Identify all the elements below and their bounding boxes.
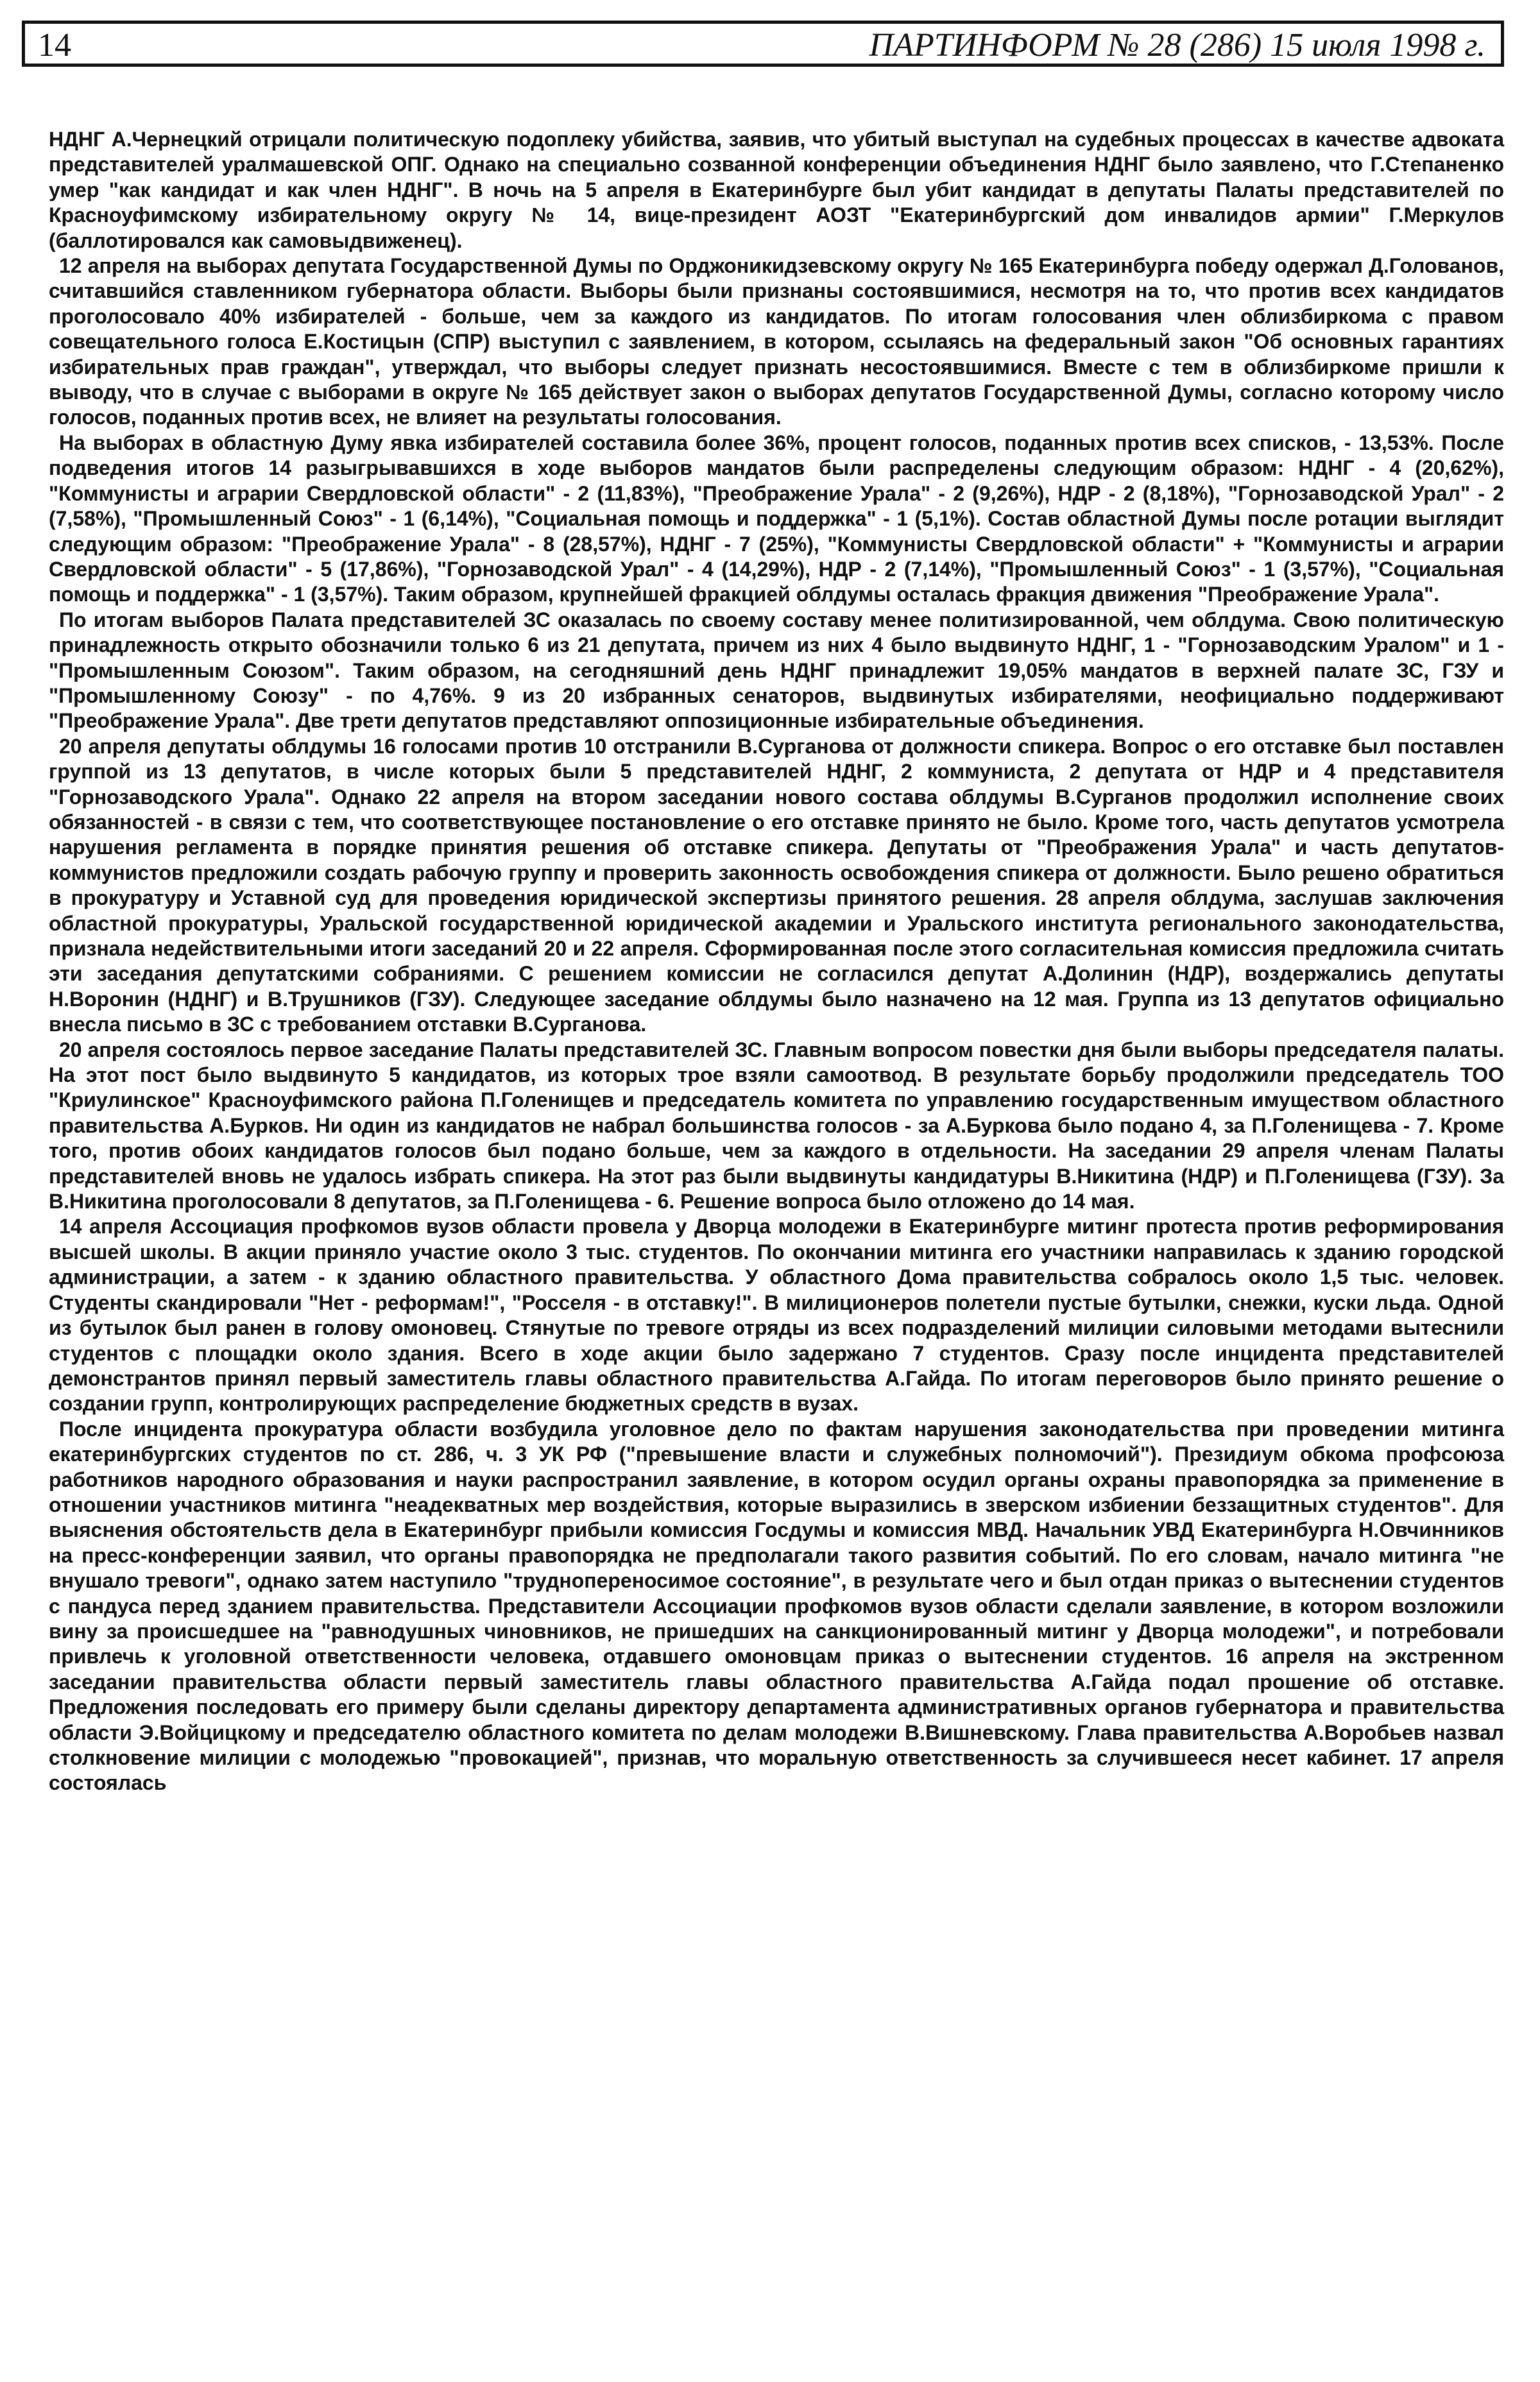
- paragraph: 12 апреля на выборах депутата Государственной Думы по Орджоникидзевскому округу № 165 Екатеринбурга победу одержал Д.Голованов, считавшийся ставленником губернатора области. Выборы были признаны состоявшимися, несмотря на то, что против всех кандидатов проголосовало 40% избирателей - больше, чем за каждого из кандидатов. По итогам голосования член облизбиркома с правом совещательного голоса Е.Костицын (СПР) выступил с заявлением, в котором, ссылаясь на федеральный закон "Об основных гарантиях избирательных прав граждан", утверждал, что выборы следует признать несостоявшимися. Вместе с тем в облизбиркоме пришли к выводу, что в случае с выборами в округе № 165 действует закон о выборах депутатов Государственной Думы, согласно которому число голосов, поданных против всех, не влияет на результаты голосования.: [49, 254, 1504, 429]
- paragraph: После инцидента прокуратура области возбудила уголовное дело по фактам нарушения законодательства при проведении митинга екатеринбургских студентов по ст. 286, ч. 3 УК РФ ("превышение власти и служебных полномочий"). Президиум обкома профсоюза работников народного образования и науки распространил заявление, в котором осудил органы охраны правопорядка за применение в отношении участников митинга "неадекватных мер воздействия, которые выразились в зверском избиении беззащитных студентов". Для выяснения обстоятельств дела в Екатеринбург прибыли комиссия Госдумы и комиссия МВД. Начальник УВД Екатеринбурга Н.Овчинников на пресс-конференции заявил, что органы правопорядка не предполагали такого развития событий. По его словам, начало митинга "не внушало тревоги", однако затем наступило "труднопереносимое состояние", в результате чего и был отдан приказ о вытеснении студентов с пандуса перед зданием правительства. Представители Ассоциации профкомов вузов области сделали заявление, в котором возложили вину за происшедшее на "равнодушных чиновников, не пришедших на санкционированный митинг у Дворца молодежи", и потребовали привлечь к уголовной ответственности человека, отдавшего омоновцам приказ о вытеснении студентов. 16 апреля на экстренном заседании правительства области первый заместитель главы областного правительства А.Гайда подал прошение об отставке. Предложения последовать его примеру были сделаны директору департамента административных органов губернатора и правительства области Э.Войцицкому и председателю областного комитета по делам молодежи В.Вишневскому. Глава правительства А.Воробьев назвал столкновение милиции с молодежью "провокацией", признав, что моральную ответственность за случившееся несет кабинет. 17 апреля состоялась: [49, 1417, 1504, 1795]
- paragraph: 20 апреля депутаты облдумы 16 голосами против 10 отстранили В.Сурганова от должности спикера. Вопрос о его отставке был поставлен группой из 13 депутатов, в числе которых были 5 представителей НДНГ, 2 коммуниста, 2 депутата от НДР и 4 представителя "Горнозаводского Урала". Однако 22 апреля на втором заседании нового состава облдумы В.Сурганов продолжил исполнение своих обязанностей - в связи с тем, что соответствующее постановление о его отставке принято не было. Кроме того, часть депутатов усмотрела нарушения регламента в порядке принятия решения об отставке спикера. Депутаты от "Преображения Урала" и часть депутатов-коммунистов предложили создать рабочую группу и проверить законность освобождения спикера от должности. Было решено обратиться в прокуратуру и Уставной суд для проведения юридической экспертизы принятого решения. 28 апреля облдума, заслушав заключения областной прокуратуры, Уральской государственной юридической академии и Уральского института регионального законодательства, признала недействительными итоги заседаний 20 и 22 апреля. Сформированная после этого согласительная комиссия предложила считать эти заседания депутатскими собраниями. С решением комиссии не согласился депутат А.Долинин (НДР), воздержались депутаты Н.Воронин (НДНГ) и В.Трушников (ГЗУ). Следующее заседание облдумы было назначено на 12 мая. Группа из 13 депутатов официально внесла письмо в ЗС с требованием отставки В.Сурганова.: [49, 734, 1504, 1036]
- publication-title: ПАРТИНФОРМ № 28 (286) 15 июля 1998 г.: [869, 27, 1485, 64]
- page-number: 14: [38, 27, 71, 64]
- article-body: [49, 127, 1504, 1796]
- paragraph: НДНГ А.Чернецкий отрицали политическую подоплеку убийства, заявив, что убитый выступал на судебных процессах в качестве адвоката представителей уралмашевской ОПГ. Однако на специально созванной конференции объединения НДНГ было заявлено, что Г.Степаненко умер "как кандидат и как член НДНГ". В ночь на 5 апреля в Екатеринбурге был убит кандидат в депутаты Палаты представителей по Красноуфимскому избирательному округу № 14, вице-президент АОЗТ "Екатеринбургский дом инвалидов армии" Г.Меркулов (баллотировался как самовыдвиженец).: [49, 128, 1504, 252]
- paragraph: По итогам выборов Палата представителей ЗС оказалась по своему составу менее политизированной, чем облдума. Свою политическую принадлежность открыто обозначили только 6 из 21 депутата, причем из них 4 было выдвинуто НДНГ, 1 - "Горнозаводским Уралом" и 1 - "Промышленным Союзом". Таким образом, на сегодняшний день НДНГ принадлежит 19,05% мандатов в верхней палате ЗС, ГЗУ и "Промышленному Союзу" - по 4,76%. 9 из 20 избранных сенаторов, выдвинутых избирателями, неофициально поддерживают "Преображение Урала". Две трети депутатов представляют оппозиционные избирательные объединения.: [49, 608, 1504, 733]
- page-header: [22, 21, 1504, 67]
- paragraph: 14 апреля Ассоциация профкомов вузов области провела у Дворца молодежи в Екатеринбурге митинг протеста против реформирования высшей школы. В акции приняло участие около 3 тыс. студентов. По окончании митинга его участники направилась к зданию городской администрации, а затем - к зданию областного правительства. У областного Дома правительства собралось около 1,5 тыс. человек. Студенты скандировали "Нет - реформам!", "Росселя - в отставку!". В милиционеров полетели пустые бутылки, снежки, куски льда. Одной из бутылок был ранен в голову омоновец. Стянутые по тревоге отряды из всех подразделений милиции силовыми методами вытеснили студентов с площадки около здания. Всего в ходе акции было задержано 7 студентов. Сразу после инцидента представителей демонстрантов принял первый заместитель главы областного правительства А.Гайда. По итогам переговоров было принято решение о создании групп, контролирующих распределение бюджетных средств в вузах.: [49, 1215, 1504, 1416]
- paragraph: На выборах в областную Думу явка избирателей составила более 36%, процент голосов, поданных против всех списков, - 13,53%. После подведения итогов 14 разыгрывавшихся в ходе выборов мандатов были распределены следующим образом: НДНГ - 4 (20,62%), "Коммунисты и аграрии Свердловской области" - 2 (11,83%), "Преображение Урала" - 2 (9,26%), НДР - 2 (8,18%), "Горнозаводской Урал" - 2 (7,58%), "Промышленный Союз" - 1 (6,14%), "Социальная помощь и поддержка" - 1 (5,1%). Состав областной Думы после ротации выглядит следующим образом: "Преображение Урала" - 8 (28,57%), НДНГ - 7 (25%), "Коммунисты Свердловской области" + "Коммунисты и аграрии Свердловской области" - 5 (17,86%), "Горнозаводской Урал" - 4 (14,29%), НДР - 2 (7,14%), "Промышленный Союз" - 1 (3,57%), "Социальная помощь и поддержка" - 1 (3,57%). Таким образом, крупнейшей фракцией облдумы осталась фракция движения "Преображение Урала".: [49, 431, 1504, 606]
- paragraph: 20 апреля состоялось первое заседание Палаты представителей ЗС. Главным вопросом повестки дня были выборы председателя палаты. На этот пост было выдвинуто 5 кандидатов, из которых трое взяли самоотвод. В результате борьбу продолжили председатель ТОО "Криулинское" Красноуфимского района П.Голенищев и председатель комитета по управлению государственным имуществом областного правительства А.Бурков. Ни один из кандидатов не набрал большинства голосов - за А.Буркова было подано 4, за П.Голенищева - 7. Кроме того, против обоих кандидатов голосов был подано больше, чем за каждого в отдельности. На заседании 29 апреля членам Палаты представителей вновь не удалось избрать спикера. На этот раз были выдвинуты кандидатуры В.Никитина (НДР) и П.Голенищева (ГЗУ). За В.Никитина проголосовали 8 депутатов, за П.Голенищева - 6. Решение вопроса было отложено до 14 мая.: [49, 1038, 1504, 1213]
